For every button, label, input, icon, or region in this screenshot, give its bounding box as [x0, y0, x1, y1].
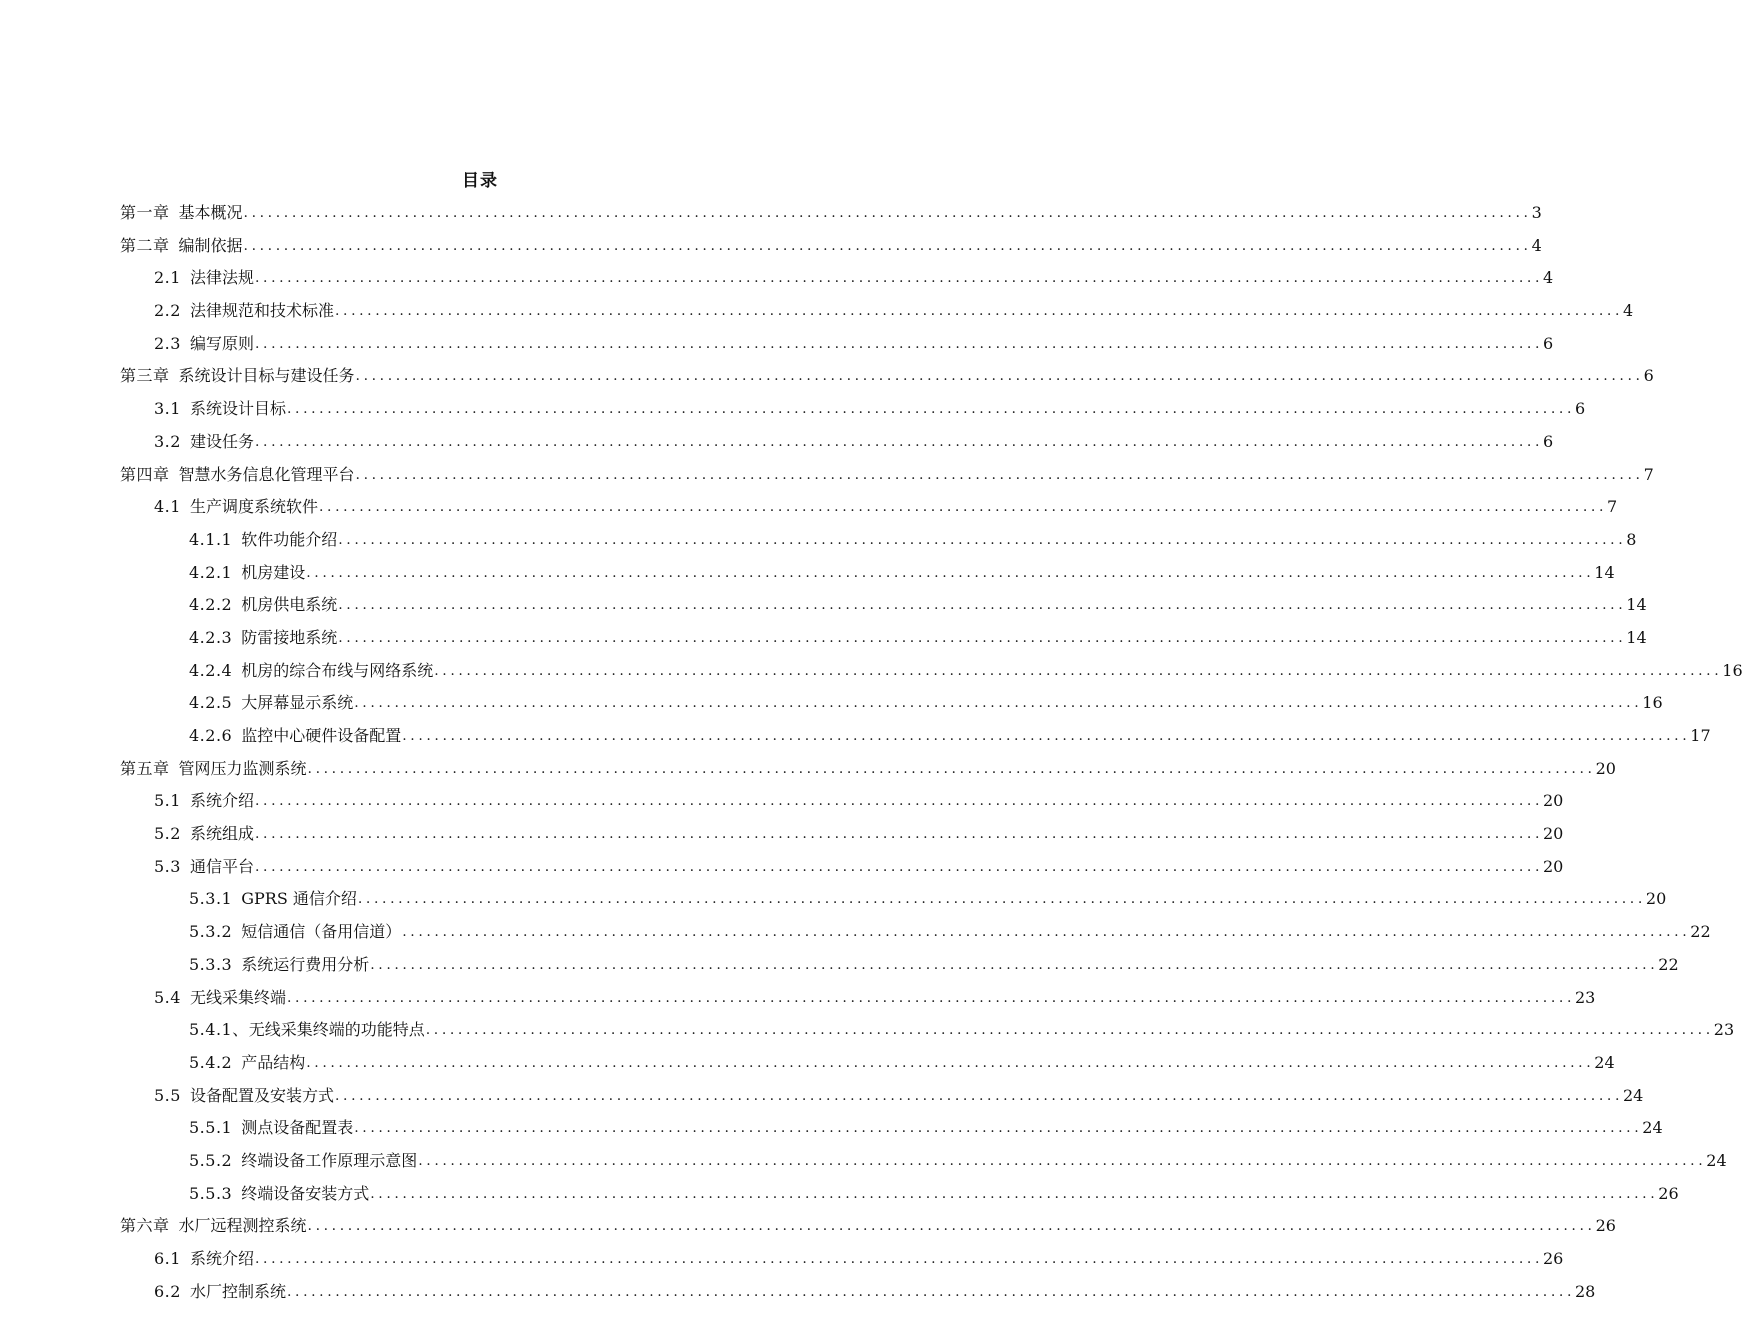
toc-entry-title: 系统设计目标 [189, 399, 286, 419]
toc-entry-number: 5.3.2 [189, 922, 233, 942]
toc-entry-title: 编写原则 [189, 333, 254, 353]
toc-entry-number: 第五章 [120, 758, 170, 778]
toc-dot-leader: ................................................................................................................................................................ [254, 793, 1543, 810]
toc-entry-title: 软件功能介绍 [241, 529, 338, 549]
toc-dot-leader: ................................................................................................................................................................ [370, 1185, 1659, 1202]
toc-entry-page-number: 3 [1531, 203, 1542, 222]
toc-dot-leader: ................................................................................................................................................................ [254, 335, 1543, 352]
toc-entry-title: 系统设计目标与建设任务 [178, 366, 355, 386]
toc-entry[interactable] [120, 1145, 1727, 1178]
toc-entry-title: 大屏幕显示系统 [241, 693, 354, 713]
toc-entry-number: 第三章 [120, 366, 170, 386]
toc-entry[interactable] [120, 328, 1554, 361]
toc-entry-title: 生产调度系统软件 [189, 497, 318, 517]
toc-dot-leader: ................................................................................................................................................................ [402, 924, 1691, 941]
toc-entry-page-number: 4 [1623, 301, 1634, 321]
toc-dot-leader: ................................................................................................................................................................ [338, 629, 1627, 646]
toc-entry-number: 第二章 [120, 235, 170, 255]
toc-entry[interactable] [120, 1243, 1564, 1276]
toc-entry-number: 第四章 [120, 464, 170, 484]
toc-entry-page-number: 7 [1643, 464, 1654, 484]
toc-entry[interactable] [120, 491, 1618, 524]
toc-entry[interactable] [120, 1080, 1644, 1113]
toc-entry[interactable] [120, 720, 1711, 753]
toc-dot-leader: ................................................................................................................................................................ [334, 1087, 1623, 1104]
toc-dot-leader: ................................................................................................................................................................ [318, 499, 1607, 516]
toc-entry-page-number: 17 [1690, 726, 1711, 745]
toc-entry-number: 5.5.3 [189, 1183, 233, 1203]
toc-dot-leader: ................................................................................................................................................................ [286, 401, 1575, 418]
toc-entry-page-number: 14 [1626, 627, 1647, 647]
toc-entry-number: 3.1 [154, 399, 181, 419]
toc-entry-title: 终端设备安装方式 [241, 1183, 370, 1203]
toc-entry[interactable] [120, 557, 1615, 590]
toc-dot-leader: ................................................................................................................................................................ [370, 956, 1659, 973]
toc-dot-leader: ................................................................................................................................................................ [286, 989, 1575, 1006]
toc-entry-page-number: 20 [1543, 824, 1564, 844]
toc-entry[interactable] [120, 1047, 1615, 1080]
toc-dot-leader: ................................................................................................................................................................ [418, 1152, 1707, 1169]
toc-entry-title: 法律法规 [189, 268, 254, 288]
toc-entry[interactable] [120, 1014, 1735, 1047]
toc-entry-page-number: 22 [1658, 954, 1679, 974]
toc-entry-number: 4.2.4 [189, 660, 233, 680]
toc-entry-title: 机房建设 [241, 562, 306, 582]
toc-dot-leader: ................................................................................................................................................................ [306, 1054, 1595, 1071]
toc-entry-page-number: 4 [1543, 268, 1554, 288]
toc-entry[interactable] [120, 524, 1637, 557]
toc-dot-leader: ................................................................................................................................................................ [355, 466, 1644, 483]
toc-title: 目录 [462, 171, 498, 191]
toc-entry-title: 系统组成 [189, 824, 254, 844]
toc-entry-number: 第六章 [120, 1216, 170, 1236]
toc-entry[interactable] [120, 360, 1654, 393]
toc-dot-leader: ................................................................................................................................................................ [243, 205, 1532, 221]
toc-entry-number: 5.5 [154, 1085, 181, 1105]
toc-entry[interactable] [120, 982, 1596, 1015]
toc-entry-number: 5.3 [154, 856, 181, 876]
toc-entry[interactable] [120, 230, 1542, 263]
toc-entry-title: 系统介绍 [189, 791, 254, 811]
toc-entry-page-number: 6 [1543, 431, 1554, 451]
toc-dot-leader: ................................................................................................................................................................ [307, 760, 1596, 777]
toc-entry-number: 第一章 [120, 203, 170, 222]
toc-entry-page-number: 20 [1543, 856, 1564, 876]
toc-dot-leader: ................................................................................................................................................................ [254, 270, 1543, 287]
toc-entry-number: 5.5.2 [189, 1150, 233, 1170]
toc-entry-title: 系统介绍 [189, 1249, 254, 1268]
toc-dot-leader: ................................................................................................................................................................ [243, 237, 1532, 254]
toc-entry-title: 监控中心硬件设备配置 [241, 726, 402, 745]
toc-dot-leader: ................................................................................................................................................................ [434, 662, 1723, 679]
toc-dot-leader: ................................................................................................................................................................ [254, 1251, 1543, 1267]
toc-entry-title: 无线采集终端 [189, 987, 286, 1007]
toc-entry-page-number: 24 [1623, 1085, 1644, 1105]
toc-dot-leader: ................................................................................................................................................................ [307, 1218, 1596, 1235]
toc-entry-page-number: 6 [1643, 366, 1654, 386]
toc-entry-page-number: 8 [1626, 529, 1637, 549]
toc-entry-page-number: 16 [1642, 693, 1663, 713]
toc-dot-leader: ................................................................................................................................................................ [254, 826, 1543, 843]
toc-entry-number: 2.1 [154, 268, 181, 288]
toc-entry-title: 基本概况 [178, 203, 243, 222]
toc-entry-title: 终端设备工作原理示意图 [241, 1150, 418, 1170]
toc-entry-number: 4.2.5 [189, 693, 233, 713]
toc-entry-title: 水厂控制系统 [189, 1281, 286, 1301]
toc-entry-page-number: 22 [1690, 922, 1711, 942]
toc-entry[interactable] [120, 589, 1647, 622]
toc-dot-leader: ................................................................................................................................................................ [254, 433, 1543, 450]
toc-entry-number: 5.1 [154, 791, 181, 811]
toc-entry[interactable] [120, 197, 1542, 230]
toc-entry-page-number: 7 [1607, 497, 1618, 517]
toc-entry-number: 5.5.1 [189, 1118, 233, 1138]
toc-entry-page-number: 6 [1543, 333, 1554, 353]
toc-entry[interactable] [120, 851, 1564, 884]
toc-entry-page-number: 20 [1595, 758, 1616, 778]
toc-entry-page-number: 26 [1543, 1249, 1564, 1268]
toc-entry-number: 4.1.1 [189, 529, 233, 549]
toc-entry[interactable] [120, 785, 1564, 818]
toc-entry-title: 通信平台 [189, 856, 254, 876]
toc-list [120, 197, 1743, 1308]
toc-entry-title: 智慧水务信息化管理平台 [178, 464, 355, 484]
toc-entry[interactable] [120, 687, 1663, 720]
toc-entry[interactable] [120, 655, 1743, 688]
toc-entry-number: 4.2.6 [189, 726, 233, 745]
toc-dot-leader: ................................................................................................................................................................ [254, 858, 1543, 875]
toc-entry-page-number: 14 [1594, 562, 1615, 582]
toc-entry-title: 编制依据 [178, 235, 243, 255]
toc-entry[interactable] [120, 1178, 1679, 1211]
toc-entry[interactable] [120, 1276, 1596, 1309]
toc-entry[interactable] [120, 753, 1616, 786]
toc-entry[interactable] [120, 1112, 1663, 1145]
toc-dot-leader: ................................................................................................................................................................ [334, 303, 1623, 320]
toc-entry[interactable] [120, 949, 1679, 982]
toc-entry-title: 短信通信（备用信道） [241, 922, 402, 942]
toc-dot-leader: ................................................................................................................................................................ [425, 1022, 1714, 1039]
toc-entry[interactable] [120, 426, 1554, 459]
toc-entry-title: 产品结构 [241, 1052, 306, 1072]
toc-entry[interactable] [120, 622, 1647, 655]
toc-entry-page-number: 14 [1626, 595, 1647, 615]
toc-entry-title: 建设任务 [189, 431, 254, 451]
toc-entry-number: 5.4.1、 [189, 1020, 249, 1040]
toc-entry-title: 测点设备配置表 [241, 1118, 354, 1138]
toc-entry[interactable] [120, 916, 1711, 949]
toc-entry[interactable] [120, 1210, 1616, 1243]
toc-entry[interactable] [120, 393, 1586, 426]
toc-entry-number: 6.1 [154, 1249, 181, 1268]
toc-dot-leader: ................................................................................................................................................................ [402, 728, 1691, 744]
toc-entry-title: 无线采集终端的功能特点 [248, 1020, 425, 1040]
toc-dot-leader: ................................................................................................................................................................ [338, 531, 1627, 548]
toc-entry-number: 4.1 [154, 497, 181, 517]
toc-entry-number: 4.2.3 [189, 627, 233, 647]
toc-dot-leader: ................................................................................................................................................................ [357, 891, 1646, 908]
toc-dot-leader: ................................................................................................................................................................ [286, 1283, 1575, 1300]
toc-entry-title: 系统运行费用分析 [241, 954, 370, 974]
toc-entry[interactable] [120, 262, 1554, 295]
toc-entry-number: 6.2 [154, 1281, 181, 1301]
toc-entry-number: 4.2.2 [189, 595, 233, 615]
toc-entry-title: 机房的综合布线与网络系统 [241, 660, 434, 680]
toc-entry[interactable] [120, 818, 1564, 851]
toc-entry-number: 3.2 [154, 431, 181, 451]
toc-entry-page-number: 23 [1575, 987, 1596, 1007]
toc-entry-page-number: 24 [1642, 1118, 1663, 1138]
toc-entry-title: 水厂远程测控系统 [178, 1216, 307, 1236]
toc-dot-leader: ................................................................................................................................................................ [354, 1120, 1643, 1137]
toc-entry-number: 2.3 [154, 333, 181, 353]
toc-entry-page-number: 28 [1575, 1281, 1596, 1301]
toc-dot-leader: ................................................................................................................................................................ [338, 597, 1627, 614]
toc-entry-number: 5.3.3 [189, 954, 233, 974]
toc-entry-page-number: 20 [1543, 791, 1564, 811]
toc-entry-page-number: 23 [1713, 1020, 1735, 1040]
toc-entry-page-number: 26 [1658, 1183, 1679, 1203]
toc-dot-leader: ................................................................................................................................................................ [306, 564, 1595, 581]
toc-entry-title: 防雷接地系统 [241, 627, 338, 647]
toc-entry-title: GPRS 通信介绍 [241, 889, 357, 909]
toc-entry-page-number: 24 [1706, 1150, 1727, 1170]
toc-entry-title: 机房供电系统 [241, 595, 338, 615]
toc-dot-leader: ................................................................................................................................................................ [355, 368, 1644, 385]
toc-entry[interactable] [120, 459, 1654, 492]
toc-entry-title: 设备配置及安装方式 [189, 1085, 334, 1105]
toc-entry-page-number: 24 [1594, 1052, 1615, 1072]
toc-entry-number: 5.3.1 [189, 889, 233, 909]
toc-entry-page-number: 16 [1722, 660, 1743, 680]
toc-entry[interactable] [120, 295, 1634, 328]
toc-entry-title: 法律规范和技术标准 [189, 301, 334, 321]
toc-entry-number: 5.4 [154, 987, 181, 1007]
toc-entry-number: 5.4.2 [189, 1052, 233, 1072]
toc-entry-page-number: 6 [1575, 399, 1586, 419]
toc-entry-number: 5.2 [154, 824, 181, 844]
toc-entry[interactable] [120, 883, 1667, 916]
toc-dot-leader: ................................................................................................................................................................ [354, 695, 1643, 712]
toc-entry-page-number: 20 [1645, 889, 1667, 909]
toc-entry-number: 4.2.1 [189, 562, 233, 582]
toc-entry-number: 2.2 [154, 301, 181, 321]
toc-entry-title: 管网压力监测系统 [178, 758, 307, 778]
toc-entry-page-number: 26 [1595, 1216, 1616, 1236]
toc-entry-page-number: 4 [1531, 235, 1542, 255]
